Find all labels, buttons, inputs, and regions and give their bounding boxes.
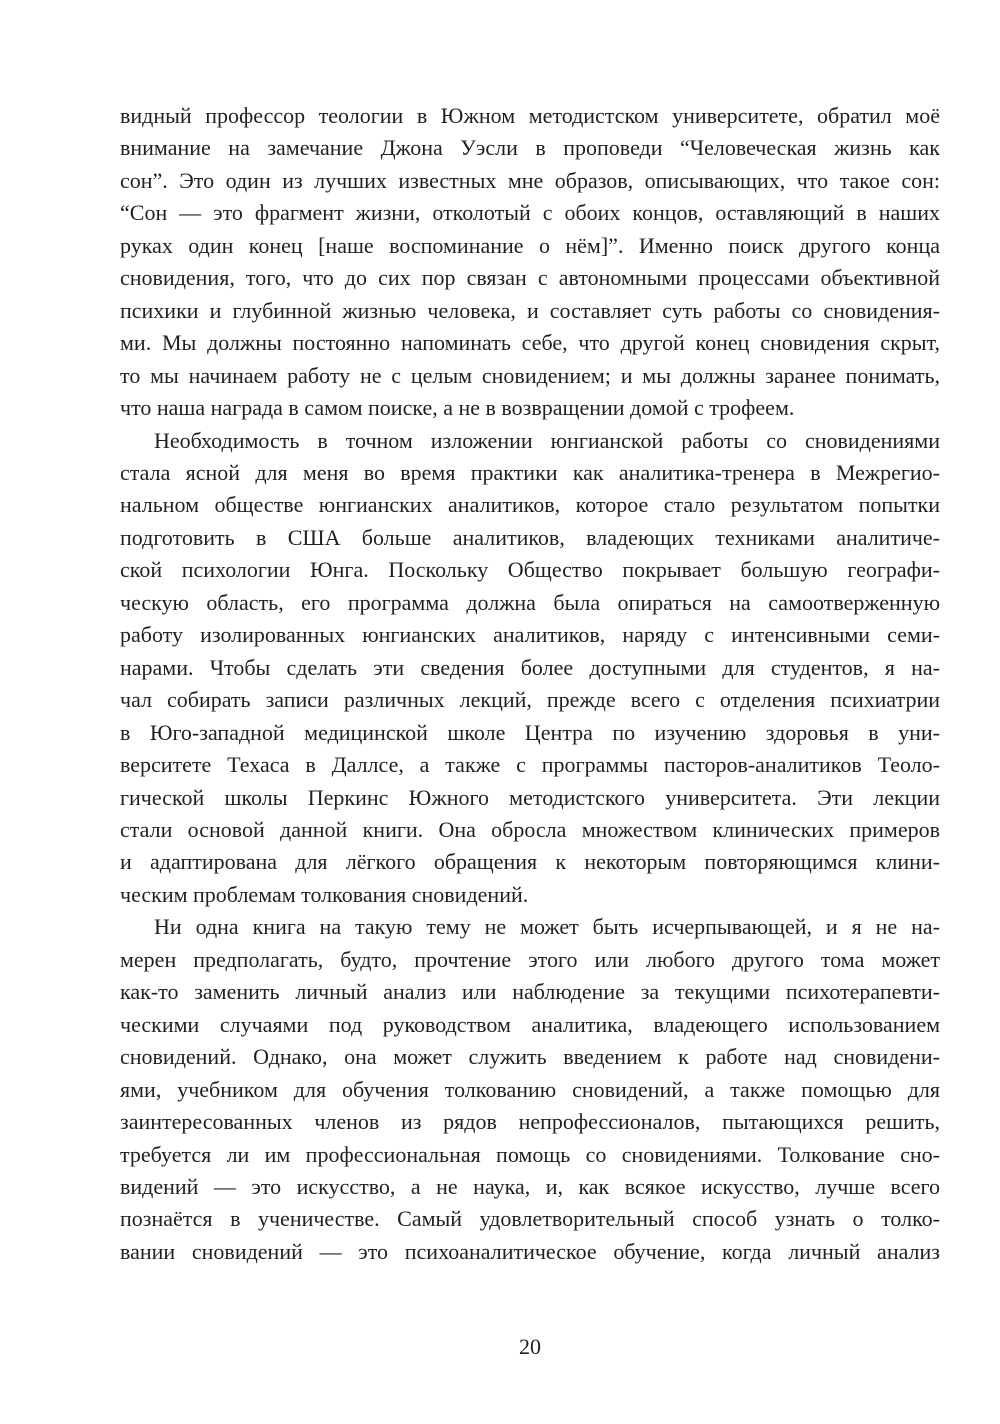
text-line: [120, 1041, 940, 1073]
text-line: [120, 1139, 940, 1171]
text-line-content: Необходимость в точном изложении юнгианской работы со сновидениями: [154, 427, 940, 453]
text-line-content: нарами. Чтобы сделать эти сведения более доступными для студентов, я на-: [120, 654, 940, 680]
page-body: [120, 100, 940, 1268]
text-line-content: Ни одна книга на такую тему не может быть исчерпывающей, и я не на-: [154, 914, 940, 940]
text-line: [120, 392, 940, 424]
text-line: [120, 100, 940, 132]
text-line-content: что наша награда в самом поиске, а не в возвращении домой с трофеем.: [120, 395, 795, 421]
text-line-content: познаётся в ученичестве. Самый удовлетворительный способ узнать о толко-: [120, 1206, 940, 1232]
text-line-content: работу изолированных юнгианских аналитиков, наряду с интенсивными семи-: [120, 622, 940, 648]
text-line-content: сновидений. Однако, она может служить введением к работе над сновидени-: [120, 1044, 940, 1070]
text-line-content: гической школы Перкинс Южного методистского университета. Эти лекции: [120, 784, 940, 810]
text-line: [120, 522, 940, 554]
text-line: [120, 814, 940, 846]
text-line: [120, 295, 940, 327]
text-line-content: вании сновидений — это психоаналитическое обучение, когда личный анализ: [120, 1238, 940, 1264]
text-line: [120, 1236, 940, 1268]
text-line: [120, 587, 940, 619]
text-line: [120, 684, 940, 716]
text-line-content: ми. Мы должны постоянно напоминать себе, что другой конец сновидения скрыт,: [120, 330, 940, 356]
text-line: [120, 360, 940, 392]
text-line-content: видений — это искусство, а не наука, и, как всякое искусство, лучше всего: [120, 1173, 940, 1199]
text-line: [120, 489, 940, 521]
text-line: [120, 652, 940, 684]
text-line-content: “Сон — это фрагмент жизни, отколотый с обоих концов, оставляющий в наших: [120, 200, 940, 226]
page-number: 20: [519, 1334, 541, 1359]
text-line-content: как-то заменить личный анализ или наблюдение за текущими психотерапевти-: [120, 979, 940, 1005]
text-line-content: ями, учебником для обучения толкованию сновидений, а также помощью для: [120, 1076, 940, 1102]
text-line: [120, 1009, 940, 1041]
text-line-content: чал собирать записи различных лекций, прежде всего с отделения психиатрии: [120, 687, 940, 713]
text-line: [120, 717, 940, 749]
text-line-content: нальном обществе юнгианских аналитиков, которое стало результатом попытки: [120, 492, 940, 518]
text-line: [120, 911, 940, 943]
text-line: [120, 619, 940, 651]
text-line-content: ческими случаями под руководством аналитика, владеющего использованием: [120, 1011, 940, 1037]
text-line-content: видный профессор теологии в Южном методистском университете, обратил моё: [120, 103, 940, 128]
text-line: [120, 782, 940, 814]
text-line: [120, 132, 940, 164]
text-line: [120, 944, 940, 976]
text-line-content: ческую область, его программа должна была опираться на самоотверженную: [120, 589, 940, 615]
text-line: [120, 749, 940, 781]
text-line: [120, 1106, 940, 1138]
text-line: [120, 457, 940, 489]
text-line: [120, 976, 940, 1008]
text-line-content: то мы начинаем работу не с целым сновидением; и мы должны заранее понимать,: [120, 362, 940, 388]
paragraph: [120, 100, 940, 425]
text-line-content: сновидения, того, что до сих пор связан с автономными процессами объективной: [120, 265, 940, 291]
text-line-content: руках один конец [наше воспоминание о нём]”. Именно поиск другого конца: [120, 232, 940, 258]
text-line: [120, 262, 940, 294]
text-line: [120, 230, 940, 262]
text-line-content: психики и глубинной жизнью человека, и составляет суть работы со сновидения-: [120, 297, 940, 323]
text-line: [120, 327, 940, 359]
text-line-content: ческим проблемам толкования сновидений.: [120, 881, 529, 907]
text-line: [120, 846, 940, 878]
text-line: [120, 165, 940, 197]
text-line-content: и адаптирована для лёгкого обращения к некоторым повторяющимся клини-: [120, 849, 940, 875]
paragraph: [120, 425, 940, 912]
text-line: [120, 197, 940, 229]
text-line-content: сон”. Это один из лучших известных мне образов, описывающих, что такое сон:: [120, 167, 940, 193]
text-line: [120, 425, 940, 457]
text-line: [120, 1074, 940, 1106]
text-line: [120, 879, 940, 911]
text-line: [120, 1203, 940, 1235]
text-line-content: ской психологии Юнга. Поскольку Общество покрывает большую географи-: [120, 557, 940, 583]
text-line: [120, 1171, 940, 1203]
text-line-content: стала ясной для меня во время практики как аналитика-тренера в Межрегио-: [120, 459, 940, 485]
text-line-content: верситете Техаса в Даллсе, а также с программы пасторов-аналитиков Теоло-: [120, 752, 940, 778]
text-line-content: заинтересованных членов из рядов непрофессионалов, пытающихся решить,: [120, 1109, 940, 1135]
text-line-content: внимание на замечание Джона Уэсли в проповеди “Человеческая жизнь как: [120, 135, 940, 161]
text-line-content: требуется ли им профессиональная помощь со сновидениями. Толкование сно-: [120, 1141, 940, 1167]
text-line: [120, 554, 940, 586]
text-line-content: мерен предполагать, будто, прочтение этого или любого другого тома может: [120, 946, 940, 972]
text-line-content: подготовить в США больше аналитиков, владеющих техниками аналитиче-: [120, 524, 940, 550]
text-line-content: стали основой данной книги. Она обросла множеством клинических примеров: [120, 816, 940, 842]
paragraph: [120, 911, 940, 1268]
text-line-content: в Юго-западной медицинской школе Центра по изучению здоровья в уни-: [120, 719, 940, 745]
